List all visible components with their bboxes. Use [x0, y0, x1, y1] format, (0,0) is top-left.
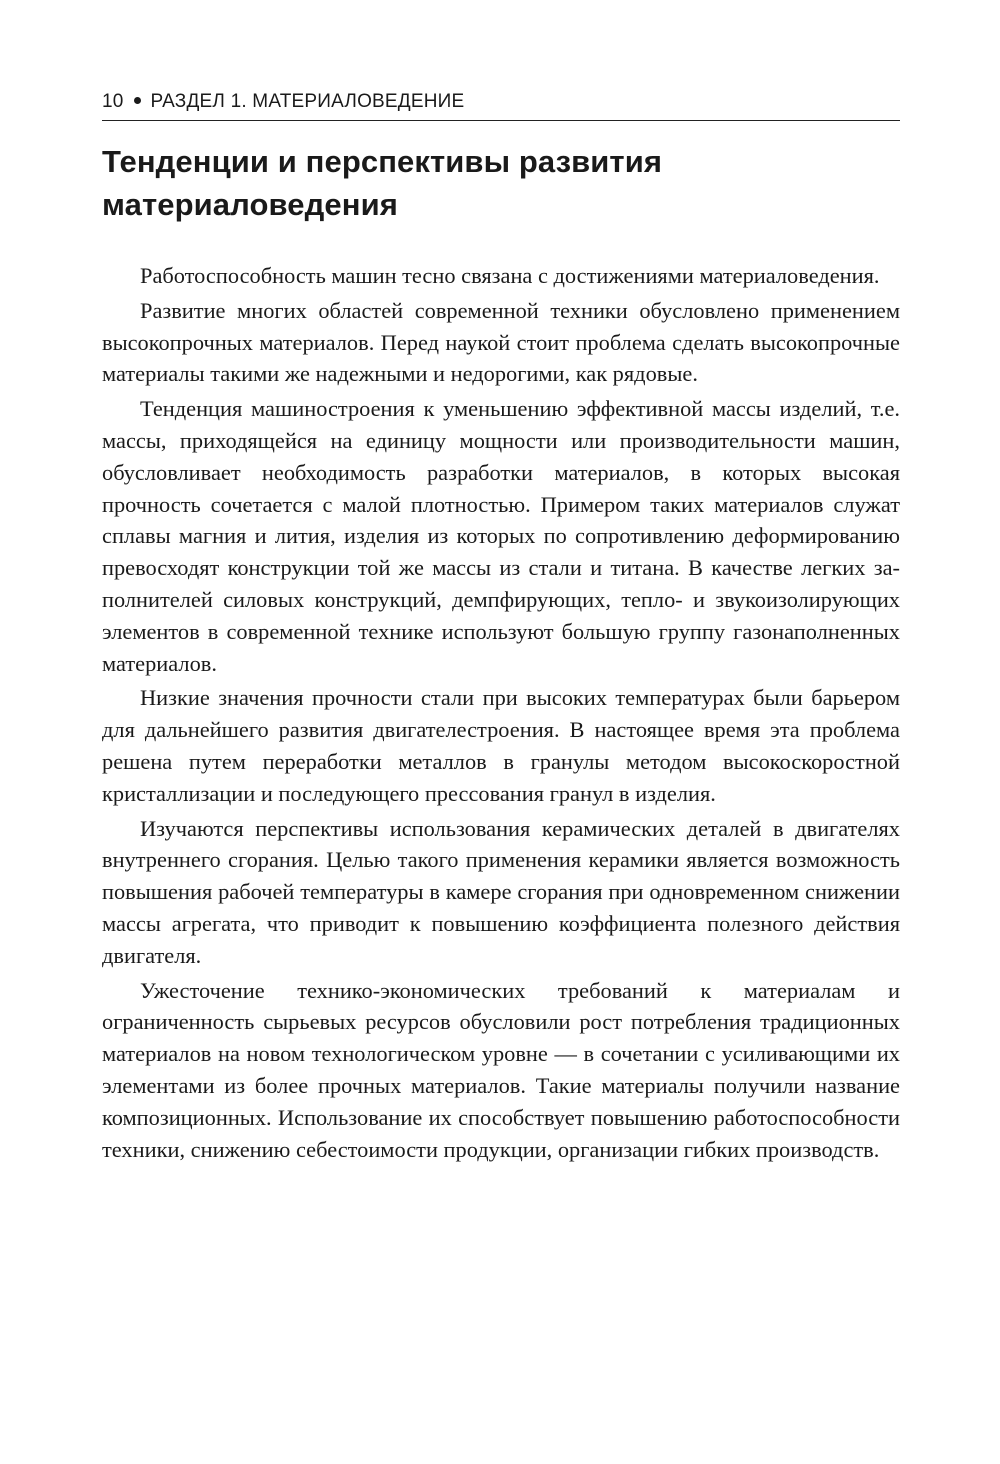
paragraph: Изучаются перспективы использования керамических деталей в двигателях внутреннего сгорания. Целью такого применения керамики является возможность повышения рабочей температуры в камере сгорания при одновременном снижении массы агрегата, что приводит к повышению коэффициента полезного действия двигателя.	[102, 815, 900, 968]
paragraph: Ужесточение технико-экономических требований к материалам и ограниченность сырьевых ресурсов обусловили рост потребления традиционных материалов на новом технологическом уровне — в сочетании с усиливающими их элементами из более прочных материалов. Такие материалы получили название композиционных. Использование их способствует повышению работоспособности техники, снижению себестоимости продукции, организации гибких производств.	[102, 977, 900, 1162]
page-number: 10	[102, 91, 124, 112]
bullet-separator-icon	[134, 97, 141, 104]
body-text	[102, 260, 900, 1165]
running-header	[102, 90, 900, 121]
section-title: Тенденции и перспективы развития материаловедения	[102, 144, 663, 222]
paragraph: Работоспособность машин тесно связана с достижениями материаловедения.	[140, 263, 880, 288]
paragraph: Тенденция машиностроения к уменьшению эффективной массы изделий, т.е. массы, приходящейся на единицу мощности или производительности машин, обусловливает необходимость разработки материалов, в которых высокая прочность сочетается с малой плотностью. Примером таких материалов служат сплавы магния и лития, изделия из которых по сопротивлению деформированию превосходят конструкции той же массы из стали и титана. В качестве легких заполнителей силовых конструкций, демпфирующих, тепло- и звукоизолирующих элементов в современной технике используют большую группу газонаполненных материалов.	[102, 396, 900, 676]
paragraph: Развитие многих областей современной техники обусловлено применением высокопрочных материалов. Перед наукой стоит проблема сделать высокопрочные материалы такими же надежными и недорогими, как рядовые.	[102, 297, 900, 387]
section-label: РАЗДЕЛ 1. МАТЕРИАЛОВЕДЕНИЕ	[150, 91, 465, 112]
book-page	[102, 90, 900, 1168]
paragraph: Низкие значения прочности стали при высоких температурах были барьером для дальнейшего развития двигателестроения. В настоящее время эта проблема решена путем переработки металлов в гранулы методом высокоскоростной кристаллизации и последующего прессования гранул в изделия.	[102, 685, 900, 806]
